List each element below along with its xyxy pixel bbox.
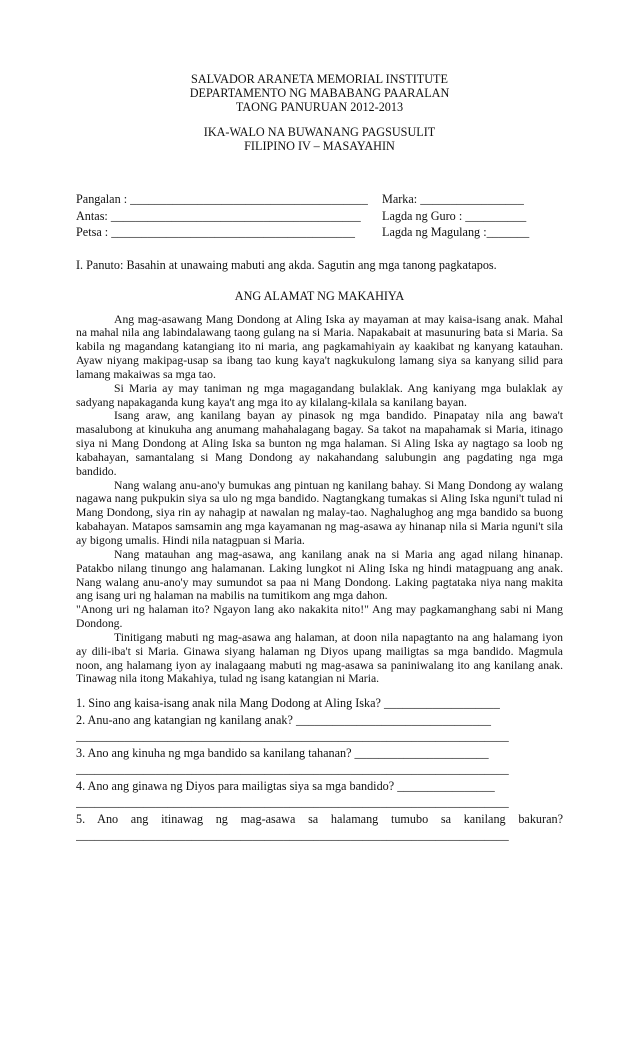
department-name: DEPARTAMENTO NG MABABANG PAARALAN	[189, 86, 450, 100]
question-4[interactable]: 4. Ano ang ginawa ng Diyos para mailigtas siya sa mga bandido? ________________	[76, 778, 495, 793]
document-page	[76, 0, 563, 844]
question-3[interactable]: 3. Ano ang kinuha ng mga bandido sa kanilang tahanan? ______________________	[76, 745, 489, 760]
story-paragraph: Isang araw, ang kanilang bayan ay pinasok ng mga bandido. Pinapatay nila ang bawa't masalubong at kinukuha ang anumang mahahalagang bagay. Sa takot na mapahamak si Maria, itinago siya ni Mang Dondong at Aling Iska sa bunton ng mga halaman. Si Aling Iska ay nagtago sa loob ng kabahayan, samantalang si Mang Dondong ay nakahandang salubungin ang pagdating nga mga bandido.	[76, 409, 563, 478]
school-name: SALVADOR ARANETA MEMORIAL INSTITUTE	[191, 72, 448, 86]
answer-line[interactable]: _______________________________________________________________________	[76, 795, 509, 810]
question-5[interactable]: 5. Ano ang itinawag ng mag-asawa sa halamang tumubo sa kanilang bakuran?	[76, 811, 563, 826]
student-info-fields	[76, 191, 563, 241]
question-list	[76, 695, 563, 844]
subject-title: FILIPINO IV – MASAYAHIN	[244, 139, 395, 153]
parent-signature-field[interactable]: Lagda ng Magulang :_______	[382, 225, 530, 239]
grade-level-field[interactable]: Antas: _________________________________________	[76, 208, 361, 223]
story-body	[76, 313, 563, 687]
field-row	[76, 208, 563, 225]
answer-line[interactable]: _______________________________________________________________________	[76, 762, 509, 777]
story-paragraph: Nang matauhan ang mag-asawa, ang kanilang anak na si Maria ang agad nilang hinanap. Patakbo nilang tinungo ang halamanan. Laking lungkot ni Aling Iska ng hindi matagpuang ang anak. Nang walang anu-ano'y may sumundot sa paa ni Mang Dondong. Laking pagtataka niya nang makita ang isang uri ng halaman na mabilis na tumitikom ang mga dahon.	[76, 547, 563, 603]
teacher-signature-field[interactable]: Lagda ng Guro : __________	[382, 208, 527, 223]
answer-line[interactable]: _______________________________________________________________________	[76, 828, 509, 843]
document-header	[76, 72, 563, 153]
answer-line[interactable]: _______________________________________________________________________	[76, 729, 509, 744]
story-paragraph: Si Maria ay may taniman ng mga magagandang bulaklak. Ang kaniyang mga bulaklak ay sadyang napakaganda kung kaya't ang mga ito ay kilalang-kilala sa kanilang bayan.	[76, 381, 563, 409]
name-field[interactable]: Pangalan : _______________________________________	[76, 192, 368, 206]
question-1[interactable]: 1. Sino ang kaisa-isang anak nila Mang Dodong at Aling Iska? ___________________	[76, 696, 500, 711]
story-paragraph: Ang mag-asawang Mang Dondong at Aling Iska ay mayaman at may kaisa-isang anak. Mahal na mahal nila ang labindalawang taong gulang na si Maria. Napakabait at masunuring bata si Maria. Sa kabila ng magandang katangiang ito ni maria, ang pagkamahiyain ay kaakibat ng kanyang katauhan. Ayaw niyang makipag-usap sa ibang tao kung kaya't nagkukulong lamang siya sa kanyang silid para lamang makaiwas sa mga tao.	[76, 312, 563, 381]
story-paragraph: Nang walang anu-ano'y bumukas ang pintuan ng kanilang bahay. Si Mang Dondong ay walang nagawa nang pukpukin siya sa ulo ng mga bandido. Nagtangkang tumakas si Aling Iska nguni't tulad ni Mang Dondong, siya rin ay nahagip at nawalan ng malay-tao. Naghalughog ang mga bandido sa buong kabahayan. Matapos samsamin ang mga kayamanan ng mag-asawa ay hinanap nila si Maria nguni't sila ay bigong umalis. Hindi nila natagpuan si Maria.	[76, 478, 563, 547]
field-row	[76, 191, 563, 208]
score-field[interactable]: Marka: _________________	[382, 192, 524, 206]
date-field[interactable]: Petsa : ________________________________________	[76, 225, 355, 239]
question-2[interactable]: 2. Anu-ano ang katangian ng kanilang anak? ________________________________	[76, 712, 491, 727]
story-paragraph: "Anong uri ng halaman ito? Ngayon lang ako nakakita nito!" Ang may pagkamanghang sabi ni Mang Dondong.	[76, 603, 563, 631]
story-title: ANG ALAMAT NG MAKAHIYA	[234, 288, 405, 303]
story-paragraph: Tinitigang mabuti ng mag-asawa ang halaman, at doon nila napagtanto na ang halamang iyon ay dili-iba't si Maria. Ginawa siyang halaman ng Diyos upang mailigtas sa mga bandido. Magmula noon, ang halamang iyon ay inalagaang mabuti ng mag-asawa sa paniniwalang ito ang kanilang anak. Tinawag nila itong Makahiya, tulad ng isang katangian ni Maria.	[76, 630, 563, 686]
instruction-text: I. Panuto: Basahin at unawaing mabuti ang akda. Sagutin ang mga tanong pagkatapos.	[76, 257, 497, 272]
exam-title: IKA-WALO NA BUWANANG PAGSUSULIT	[203, 125, 436, 139]
field-row	[76, 224, 563, 241]
school-year: TAONG PANURUAN 2012-2013	[235, 100, 404, 114]
